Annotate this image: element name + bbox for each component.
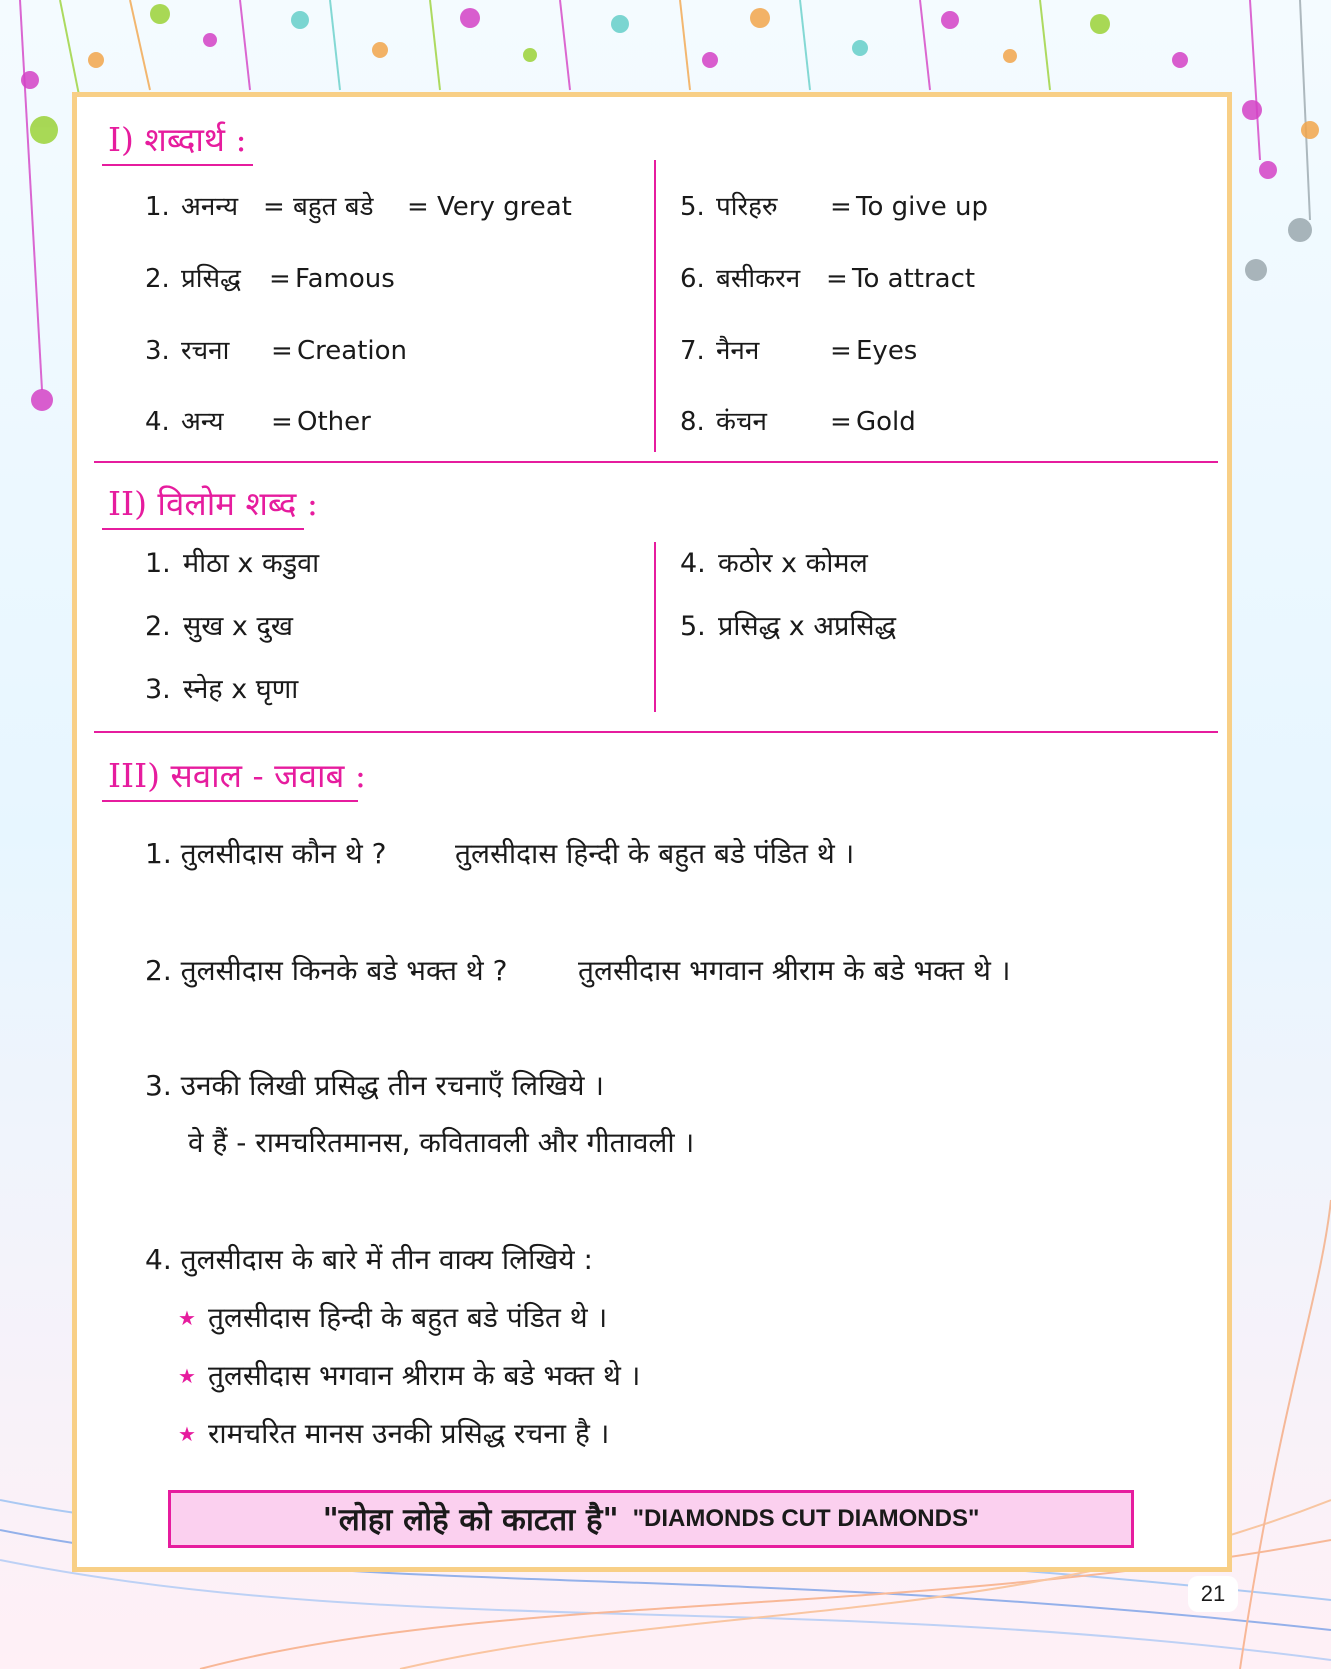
answer-2 (578, 953, 1010, 989)
answer-1 (455, 836, 854, 872)
meaning-number: 8. (680, 407, 705, 437)
section-divider (94, 731, 1218, 733)
antonym-number: 2. (145, 611, 171, 642)
section2-column-divider (654, 542, 656, 712)
meaning-number: 1. (145, 192, 170, 222)
question-text: 2. तुलसीदास किनके बडे भक्त थे ? (145, 954, 508, 987)
section-divider (94, 461, 1218, 463)
star-bullet-icon: ★ (178, 1422, 196, 1446)
meaning-number: 2. (145, 264, 170, 294)
section2-heading-underline (102, 528, 304, 530)
antonym-number: 4. (680, 548, 706, 579)
meaning-word: अन्य (181, 407, 224, 437)
meaning-word: परिहरु (716, 192, 778, 222)
meaning-word: प्रसिद्ध (181, 264, 241, 294)
section3-title: III) सवाल - जवाब : (108, 756, 367, 795)
question-text: 1. तुलसीदास कौन थे ? (145, 837, 387, 870)
antonym-pair: सुख x दुख (183, 611, 293, 642)
section2-title: II) विलोम शब्द : (108, 484, 319, 523)
meaning-hindi: बहुत बडे (293, 192, 374, 222)
proverb-box (168, 1490, 1134, 1548)
antonym-pair: प्रसिद्ध x अप्रसिद्ध (718, 611, 897, 642)
meaning-english: Gold (856, 407, 916, 437)
question-2 (145, 953, 507, 989)
answer-text: तुलसीदास हिन्दी के बहुत बडे पंडित थे । (207, 1301, 608, 1334)
meaning-word: नैनन (716, 336, 760, 366)
meaning-number: 4. (145, 407, 170, 437)
question-text: 4. तुलसीदास के बारे में तीन वाक्य लिखिये : (145, 1243, 593, 1276)
meaning-equals: = (830, 192, 852, 222)
answer-text: तुलसीदास भगवान श्रीराम के बडे भक्त थे । (578, 954, 1011, 987)
antonym-number: 1. (145, 548, 171, 579)
antonym-pair: कठोर x कोमल (718, 548, 868, 579)
section1-heading (108, 120, 247, 160)
page-number: 21 (1188, 1576, 1238, 1612)
star-bullet-icon: ★ (178, 1364, 196, 1388)
question-3 (145, 1068, 604, 1104)
meaning-english: Very great (437, 192, 572, 222)
meaning-number: 7. (680, 336, 705, 366)
answer-4-item-1 (178, 1300, 607, 1336)
answer-4-item-3 (178, 1416, 609, 1452)
meaning-number: 3. (145, 336, 170, 366)
meaning-number: 6. (680, 264, 705, 294)
meaning-english: Creation (297, 336, 408, 366)
meaning-english: Other (297, 407, 371, 437)
meaning-word: रचना (181, 336, 230, 366)
meaning-equals: = (407, 192, 429, 222)
meaning-word: अनन्य (181, 192, 239, 222)
antonym-pair: मीठा x कडुवा (183, 548, 320, 579)
meaning-word: बसीकरन (716, 264, 801, 294)
content-card (72, 92, 1232, 1572)
question-text: 3. उनकी लिखी प्रसिद्ध तीन रचनाएँ लिखिये । (145, 1069, 605, 1102)
answer-text: तुलसीदास हिन्दी के बहुत बडे पंडित थे । (455, 837, 855, 870)
meaning-number: 5. (680, 192, 705, 222)
answer-text: तुलसीदास भगवान श्रीराम के बडे भक्त थे । (207, 1359, 641, 1392)
section1-title: I) शब्दार्थ : (108, 120, 247, 159)
antonym-number: 5. (680, 611, 706, 642)
meaning-english: Eyes (856, 336, 918, 366)
section1-heading-underline (102, 164, 253, 166)
answer-3 (188, 1125, 694, 1161)
meaning-equals: = (830, 407, 852, 437)
meaning-equals: = (826, 264, 848, 294)
answer-text: रामचरित मानस उनकी प्रसिद्ध रचना है । (207, 1417, 610, 1450)
answer-4-item-2 (178, 1358, 640, 1394)
section3-heading (108, 756, 366, 796)
meaning-english: Famous (295, 264, 395, 294)
meaning-equals: = (271, 407, 293, 437)
antonym-number: 3. (145, 674, 171, 705)
answer-text: वे हैं - रामचरितमानस, कवितावली और गीतावली । (188, 1126, 695, 1159)
question-1 (145, 836, 387, 872)
meaning-equals: = (263, 192, 285, 222)
section3-heading-underline (102, 800, 358, 802)
meaning-english: To give up (856, 192, 988, 222)
meaning-equals: = (830, 336, 852, 366)
antonym-pair: स्नेह x घृणा (183, 674, 299, 705)
star-bullet-icon: ★ (178, 1306, 196, 1330)
proverb-english: "DIAMONDS CUT DIAMONDS" (632, 1505, 980, 1532)
proverb-hindi: "लोहा लोहे को काटता है" (322, 1502, 619, 1538)
section1-column-divider (654, 160, 656, 452)
meaning-equals: = (269, 264, 291, 294)
meaning-word: कंचन (716, 407, 767, 437)
question-4 (145, 1242, 593, 1278)
meaning-equals: = (271, 336, 293, 366)
section2-heading (108, 484, 318, 524)
meaning-english: To attract (852, 264, 976, 294)
